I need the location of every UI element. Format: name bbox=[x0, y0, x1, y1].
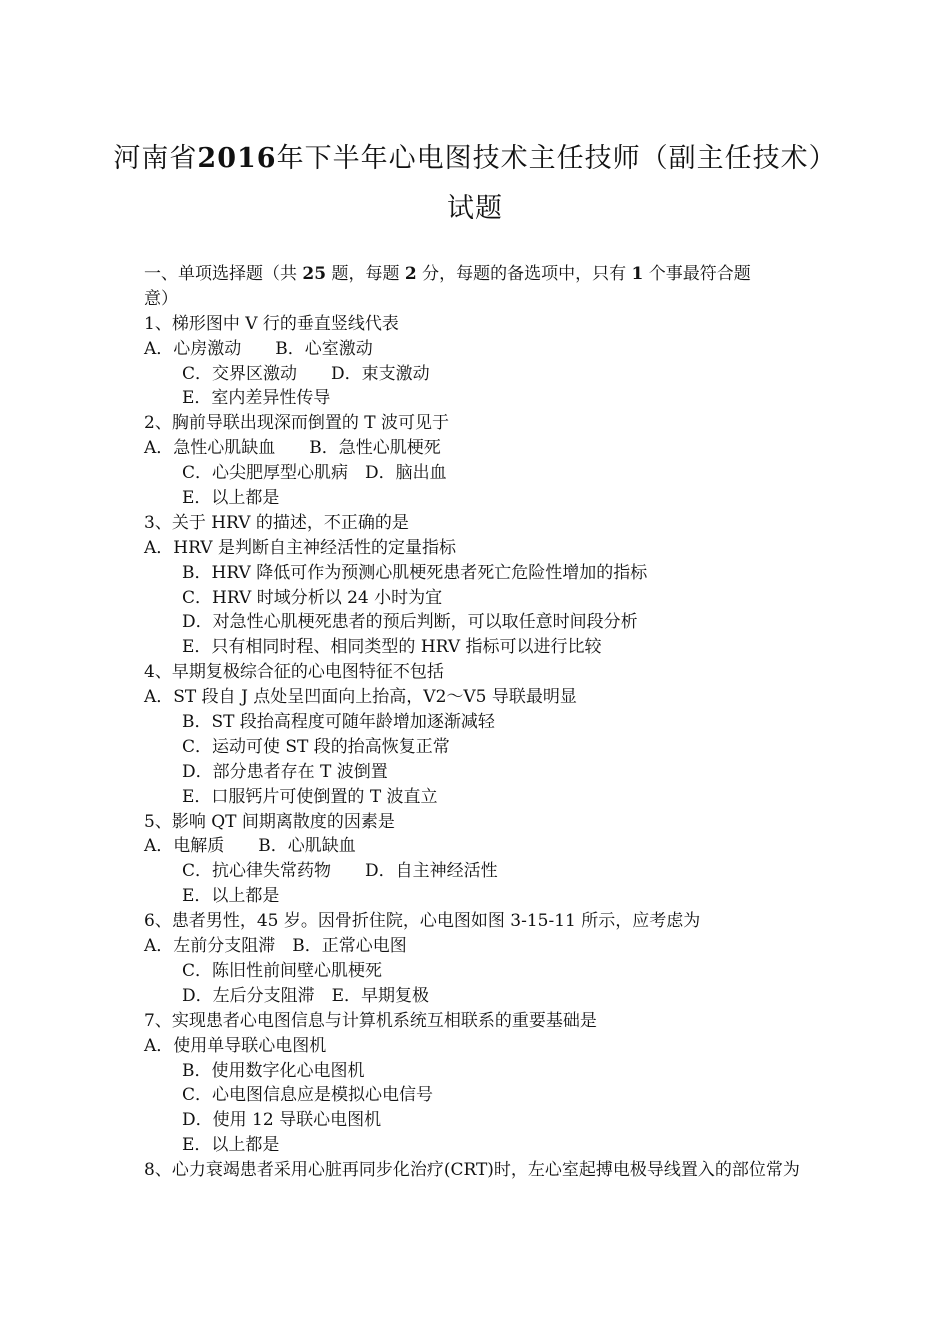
question-option: A．左前分支阻滞 B．正常心电图 bbox=[144, 936, 407, 957]
question-option: E．以上都是 bbox=[182, 488, 280, 509]
question-stem: 8、心力衰竭患者采用心脏再同步化治疗(CRT)时，左心室起搏电极导线置入的部位常为 bbox=[144, 1160, 800, 1181]
question-option: E．以上都是 bbox=[182, 886, 280, 907]
question-option: B．HRV 降低可作为预测心肌梗死患者死亡危险性增加的指标 bbox=[182, 562, 648, 583]
question-option: E．只有相同时程、相同类型的 HRV 指标可以进行比较 bbox=[182, 637, 602, 658]
question-option: E．口服钙片可使倒置的 T 波直立 bbox=[182, 786, 438, 807]
question-option: A．ST 段自 J 点处呈凹面向上抬高，V2～V5 导联最明显 bbox=[144, 687, 577, 708]
question-option: C．HRV 时域分析以 24 小时为宜 bbox=[182, 587, 443, 608]
question-option: C．心尖肥厚型心肌病 D．脑出血 bbox=[182, 463, 447, 484]
question-option: D．对急性心肌梗死患者的预后判断，可以取任意时间段分析 bbox=[182, 612, 638, 633]
question-option: D．左后分支阻滞 E．早期复极 bbox=[182, 985, 430, 1006]
question-option: A．心房激动 B．心室激动 bbox=[144, 338, 373, 359]
question-option: B．使用数字化心电图机 bbox=[182, 1060, 365, 1081]
question-list bbox=[144, 262, 814, 1183]
question-option: D．使用 12 导联心电图机 bbox=[182, 1110, 382, 1131]
question-stem: 3、关于 HRV 的描述，不正确的是 bbox=[144, 512, 409, 533]
question-option: A．HRV 是判断自主神经活性的定量指标 bbox=[144, 537, 456, 558]
document-title-line2: 试题 bbox=[447, 193, 503, 224]
question-option: C．运动可使 ST 段的抬高恢复正常 bbox=[182, 736, 450, 757]
section-heading-cont: 意） bbox=[144, 288, 178, 309]
question-stem: 6、患者男性，45 岁。因骨折住院，心电图如图 3-15-11 所示，应考虑为 bbox=[144, 911, 701, 932]
question-stem: 2、胸前导联出现深而倒置的 T 波可见于 bbox=[144, 413, 449, 434]
question-option: C．陈旧性前间壁心肌梗死 bbox=[182, 960, 383, 981]
question-stem: 4、早期复极综合征的心电图特征不包括 bbox=[144, 662, 444, 683]
document-title: 河南省2016年下半年心电图技术主任技师（副主任技术） bbox=[113, 143, 837, 174]
section-heading: 一、单项选择题（共 25 题，每题 2 分，每题的备选项中，只有 1 个事最符合题 bbox=[144, 264, 751, 284]
question-option: A．使用单导联心电图机 bbox=[144, 1035, 327, 1056]
question-stem: 5、影响 QT 间期离散度的因素是 bbox=[144, 811, 395, 832]
question-stem: 7、实现患者心电图信息与计算机系统互相联系的重要基础是 bbox=[144, 1010, 597, 1031]
question-option: A．电解质 B．心肌缺血 bbox=[144, 836, 356, 857]
question-option: E．室内差异性传导 bbox=[182, 388, 331, 409]
question-option: B．ST 段抬高程度可随年龄增加逐渐减轻 bbox=[182, 712, 495, 733]
question-option: D．部分患者存在 T 波倒置 bbox=[182, 761, 388, 782]
question-option: A．急性心肌缺血 B．急性心肌梗死 bbox=[144, 438, 441, 459]
question-option: C．心电图信息应是模拟心电信号 bbox=[182, 1085, 434, 1106]
question-option: E．以上都是 bbox=[182, 1135, 280, 1156]
question-option: C．交界区激动 D．束支激动 bbox=[182, 363, 430, 384]
question-stem: 1、梯形图中 V 行的垂直竖线代表 bbox=[144, 313, 399, 334]
question-option: C．抗心律失常药物 D．自主神经活性 bbox=[182, 861, 498, 882]
